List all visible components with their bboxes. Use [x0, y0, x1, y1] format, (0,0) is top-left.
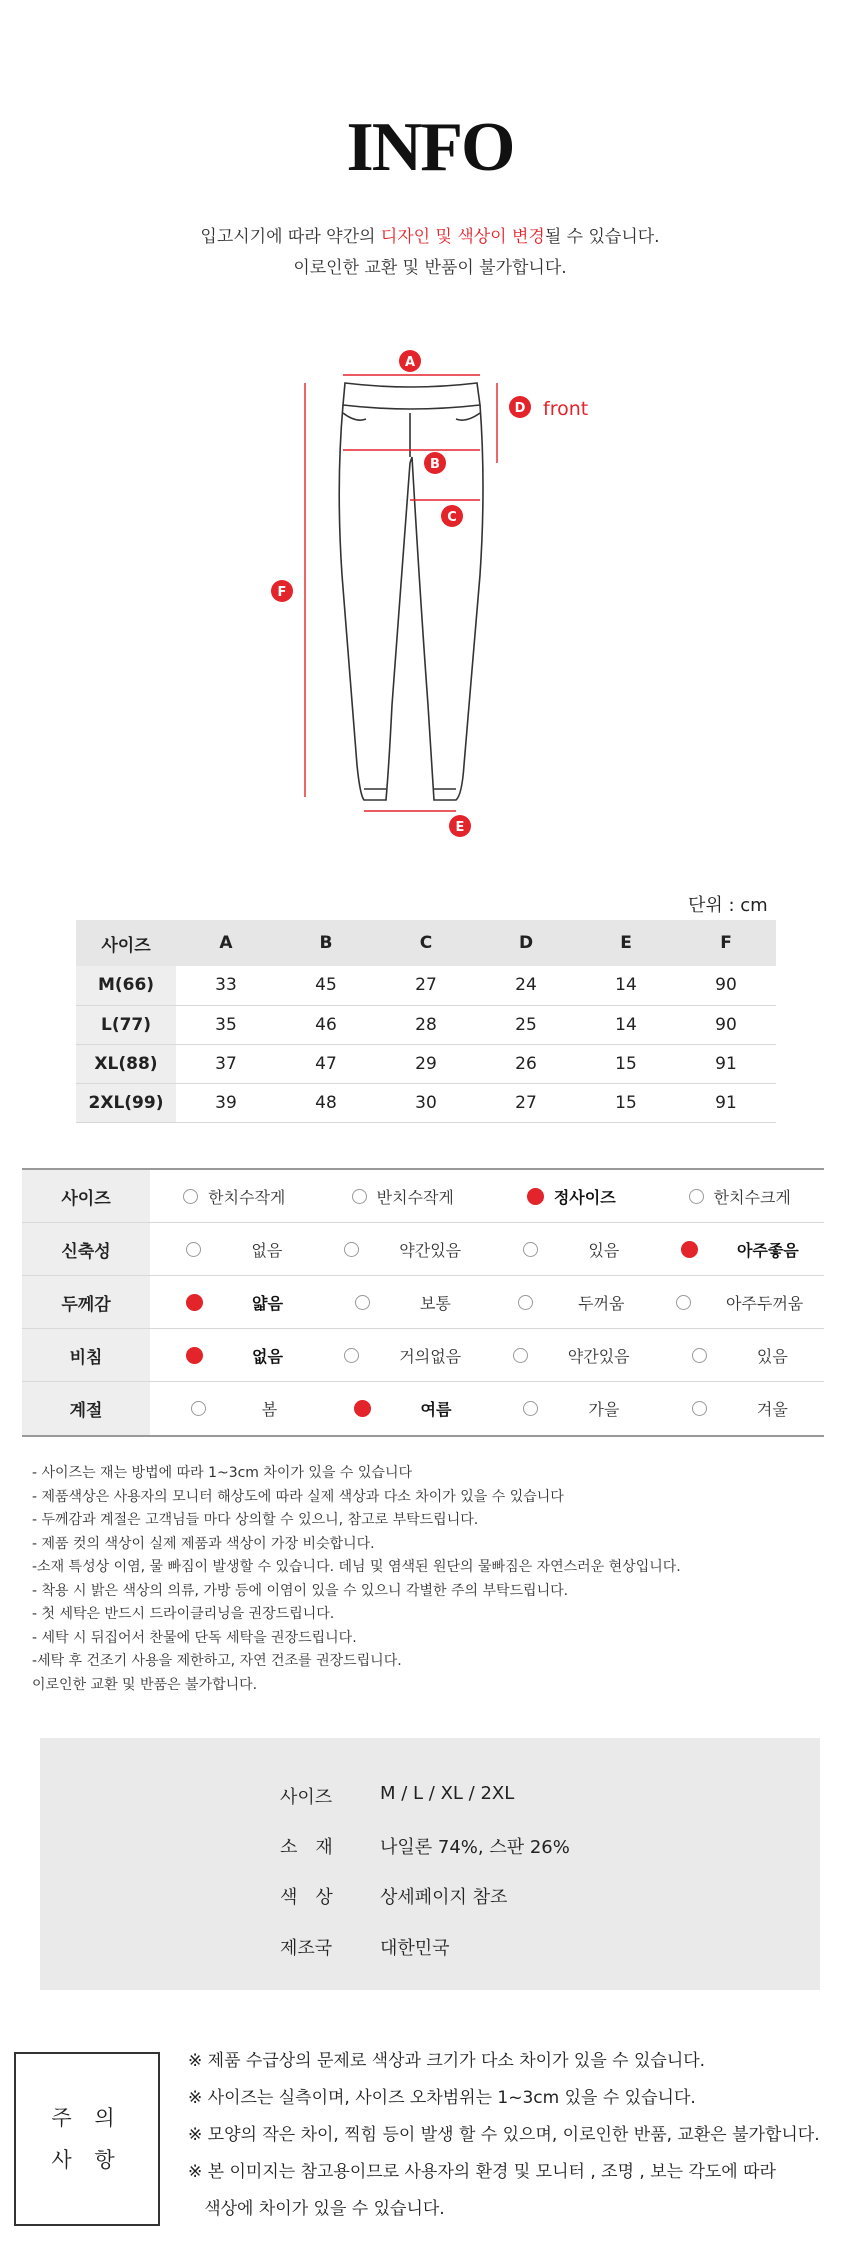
- cell: 90: [676, 966, 776, 1005]
- fit-option-label: 두꺼움: [578, 1293, 625, 1313]
- svg-text:A: A: [404, 355, 416, 370]
- cell: 27: [476, 1083, 576, 1122]
- fit-option: [319, 1344, 488, 1367]
- fit-option: [656, 1344, 825, 1367]
- radio-empty-icon: [344, 1348, 359, 1363]
- page-title: INFO: [346, 109, 514, 186]
- design-notice: [0, 222, 860, 284]
- fit-option-label: 보통: [419, 1293, 451, 1313]
- caution-item: ※ 본 이미지는 참고용이므로 사용자의 환경 및 모니터 , 조명 , 보는 각도에 따라: [188, 2162, 776, 2182]
- spec-row-size: [280, 1783, 514, 1809]
- cell: 90: [676, 1005, 776, 1044]
- spec-value: 대한민국: [380, 1938, 450, 1959]
- cell: 25: [476, 1005, 576, 1044]
- leggings-outline: [339, 383, 483, 800]
- spec-row-origin: [280, 1934, 450, 1960]
- svg-text:F: F: [277, 585, 287, 600]
- radio-empty-icon: [183, 1189, 198, 1204]
- unit-label: 단위 : cm: [688, 895, 768, 916]
- fit-option: [319, 1397, 488, 1420]
- fit-option-label: 겨울: [756, 1400, 788, 1419]
- fit-row-label: 두께감: [22, 1276, 150, 1328]
- fit-option-label: 정사이즈: [553, 1187, 616, 1207]
- fit-row-label: 사이즈: [22, 1170, 150, 1222]
- cell: 37: [176, 1044, 276, 1083]
- fit-option-label: 약간있음: [399, 1240, 462, 1260]
- care-note: -세탁 후 건조기 사용을 제한하고, 자연 건조를 권장드립니다.: [32, 1653, 402, 1669]
- fit-option: [150, 1344, 319, 1367]
- care-notes: [32, 1462, 832, 1697]
- caution-label-line-1: 주 의: [51, 2106, 123, 2130]
- spec-key: 소 재: [280, 1837, 333, 1858]
- fit-option-label: 가을: [588, 1400, 620, 1419]
- cell: 48: [276, 1083, 376, 1122]
- size-table: [76, 920, 776, 1123]
- spec-key: 제조국: [280, 1938, 333, 1959]
- fit-option-label: 얇음: [252, 1293, 283, 1313]
- caution-list: [188, 2043, 858, 2228]
- radio-empty-icon: [523, 1242, 538, 1257]
- fit-option-label: 봄: [261, 1400, 278, 1419]
- fit-option-label: 없음: [252, 1346, 283, 1366]
- cell: 35: [176, 1005, 276, 1044]
- front-label: front: [543, 398, 589, 420]
- table-row: [76, 966, 776, 1005]
- fit-option: [150, 1238, 319, 1261]
- radio-empty-icon: [513, 1348, 528, 1363]
- fit-option: [150, 1291, 319, 1314]
- radio-selected-icon: [354, 1400, 371, 1417]
- fit-option: [656, 1185, 825, 1208]
- care-note: -소재 특성상 이염, 물 빠짐이 발생할 수 있습니다. 데님 및 염색된 원단의 물빠짐은 자연스러운 현상입니다.: [32, 1559, 681, 1575]
- fit-option-label: 아주두꺼움: [725, 1293, 804, 1313]
- fit-option: [487, 1344, 656, 1367]
- radio-empty-icon: [692, 1348, 707, 1363]
- fit-option: [487, 1291, 656, 1314]
- cell: 28: [376, 1005, 476, 1044]
- table-row: [76, 1005, 776, 1044]
- size-name: 2XL(99): [76, 1083, 176, 1122]
- fit-row: [22, 1382, 824, 1435]
- spec-value: 상세페이지 참조: [380, 1887, 508, 1908]
- spec-key: 사이즈: [280, 1787, 333, 1808]
- cell: 91: [676, 1044, 776, 1083]
- marker-c: [441, 505, 463, 527]
- fit-row-label: 신축성: [22, 1223, 150, 1275]
- fit-option-label: 여름: [420, 1400, 452, 1419]
- size-name: XL(88): [76, 1044, 176, 1083]
- cell: 26: [476, 1044, 576, 1083]
- notice-line-2: 이로인한 교환 및 반품이 불가합니다.: [293, 258, 567, 278]
- radio-empty-icon: [518, 1295, 533, 1310]
- fit-option: [487, 1238, 656, 1261]
- header-cell: C: [376, 920, 476, 966]
- care-note: 이로인한 교환 및 반품은 불가합니다.: [32, 1676, 258, 1693]
- caution-label-box: [14, 2052, 160, 2226]
- fit-option: [150, 1397, 319, 1420]
- cell: 27: [376, 966, 476, 1005]
- spec-value: 나일론 74%, 스판 26%: [380, 1837, 570, 1858]
- measurement-diagram: [0, 345, 860, 865]
- cell: 15: [576, 1083, 676, 1122]
- fit-row: [22, 1276, 824, 1329]
- care-note: - 첫 세탁은 반드시 드라이클리닝을 권장드립니다.: [32, 1606, 335, 1622]
- care-note: - 착용 시 밝은 색상의 의류, 가방 등에 이염이 있을 수 있으니 각별한 주의 부탁드립니다.: [32, 1582, 569, 1599]
- cell: 15: [576, 1044, 676, 1083]
- header-cell: A: [176, 920, 276, 966]
- radio-selected-icon: [527, 1188, 544, 1205]
- radio-selected-icon: [186, 1294, 203, 1311]
- fit-option-label: 있음: [756, 1346, 788, 1366]
- marker-b: [424, 452, 446, 474]
- fit-option: [319, 1291, 488, 1314]
- caution-item: 색상에 차이가 있을 수 있습니다.: [188, 2199, 445, 2219]
- cell: 91: [676, 1083, 776, 1122]
- fit-option-label: 약간있음: [567, 1346, 630, 1366]
- fit-option-label: 한치수작게: [208, 1187, 286, 1207]
- radio-empty-icon: [191, 1401, 206, 1416]
- fit-chart: [22, 1168, 824, 1437]
- fit-option: [487, 1185, 656, 1208]
- care-note: - 두께감과 계절은 고객님들 마다 상의할 수 있으니, 참고로 부탁드립니다.: [32, 1512, 479, 1528]
- cell: 33: [176, 966, 276, 1005]
- fit-option-label: 있음: [588, 1240, 620, 1260]
- leggings-illustration: [0, 345, 860, 865]
- fit-row-label: 비침: [22, 1329, 150, 1381]
- header-cell: E: [576, 920, 676, 966]
- caution-item: ※ 제품 수급상의 문제로 색상과 크기가 다소 차이가 있을 수 있습니다.: [188, 2051, 706, 2071]
- spec-box: [40, 1738, 820, 1990]
- radio-empty-icon: [352, 1189, 367, 1204]
- fit-option: [487, 1397, 656, 1420]
- header-cell: 사이즈: [76, 920, 176, 966]
- fit-option-label: 반치수작게: [376, 1187, 454, 1207]
- care-note: - 세탁 시 뒤집어서 찬물에 단독 세탁을 권장드립니다.: [32, 1629, 357, 1646]
- cell: 47: [276, 1044, 376, 1083]
- fit-option: [319, 1185, 488, 1208]
- fit-row: [22, 1329, 824, 1382]
- marker-a: [399, 350, 421, 372]
- caution-item: ※ 사이즈는 실측이며, 사이즈 오차범위는 1~3cm 있을 수 있습니다.: [188, 2088, 696, 2108]
- fit-option-label: 한치수크게: [713, 1187, 791, 1207]
- size-table-header: [76, 920, 776, 966]
- cell: 14: [576, 966, 676, 1005]
- fit-row: [22, 1170, 824, 1223]
- svg-text:B: B: [430, 457, 440, 472]
- radio-empty-icon: [523, 1401, 538, 1416]
- fit-row: [22, 1223, 824, 1276]
- radio-empty-icon: [344, 1242, 359, 1257]
- fit-option: [150, 1185, 319, 1208]
- header-cell: B: [276, 920, 376, 966]
- marker-e: [449, 815, 471, 837]
- size-name: L(77): [76, 1005, 176, 1044]
- radio-empty-icon: [186, 1242, 201, 1257]
- fit-row-label: 계절: [22, 1382, 150, 1435]
- cell: 24: [476, 966, 576, 1005]
- marker-f: [271, 580, 293, 602]
- fit-option-label: 거의없음: [399, 1346, 462, 1366]
- care-note: - 제품색상은 사용자의 모니터 해상도에 따라 실제 색상과 다소 차이가 있을 수 있습니다: [32, 1488, 564, 1505]
- svg-text:C: C: [447, 510, 457, 525]
- table-row: [76, 1083, 776, 1122]
- spec-value: M / L / XL / 2XL: [380, 1783, 515, 1804]
- caution-item: ※ 모양의 작은 차이, 찍힘 등이 발생 할 수 있으며, 이로인한 반품, 교환은 불가합니다.: [188, 2125, 820, 2145]
- cell: 30: [376, 1083, 476, 1122]
- fit-option: [656, 1238, 825, 1261]
- marker-d: [509, 396, 531, 418]
- fit-option: [319, 1238, 488, 1261]
- cell: 14: [576, 1005, 676, 1044]
- fit-option: [656, 1397, 825, 1420]
- size-name: M(66): [76, 966, 176, 1005]
- fit-option-label: 없음: [251, 1240, 283, 1260]
- radio-selected-icon: [186, 1347, 203, 1364]
- care-note: - 사이즈는 재는 방법에 따라 1~3cm 차이가 있을 수 있습니다: [32, 1465, 412, 1481]
- header-cell: D: [476, 920, 576, 966]
- cell: 29: [376, 1044, 476, 1083]
- notice-highlight: 디자인 및 색상이 변경: [380, 227, 545, 247]
- care-note: - 제품 컷의 색상이 실제 제품과 색상이 가장 비슷합니다.: [32, 1535, 375, 1552]
- fit-option-label: 아주좋음: [736, 1240, 799, 1260]
- cell: 46: [276, 1005, 376, 1044]
- cell: 39: [176, 1083, 276, 1122]
- spec-row-material: [280, 1833, 570, 1859]
- spec-row-color: [280, 1883, 507, 1909]
- cell: 45: [276, 966, 376, 1005]
- notice-line-1: 입고시기에 따라 약간의 디자인 및 색상이 변경될 수 있습니다.: [200, 227, 660, 247]
- table-row: [76, 1044, 776, 1083]
- radio-selected-icon: [681, 1241, 698, 1258]
- radio-empty-icon: [676, 1295, 691, 1310]
- spec-key: 색 상: [280, 1887, 333, 1908]
- radio-empty-icon: [355, 1295, 370, 1310]
- svg-text:E: E: [455, 820, 465, 835]
- radio-empty-icon: [692, 1401, 707, 1416]
- fit-option: [656, 1291, 825, 1314]
- radio-empty-icon: [689, 1189, 704, 1204]
- caution-label-line-2: 사 항: [51, 2148, 123, 2172]
- svg-text:D: D: [514, 401, 526, 416]
- header-cell: F: [676, 920, 776, 966]
